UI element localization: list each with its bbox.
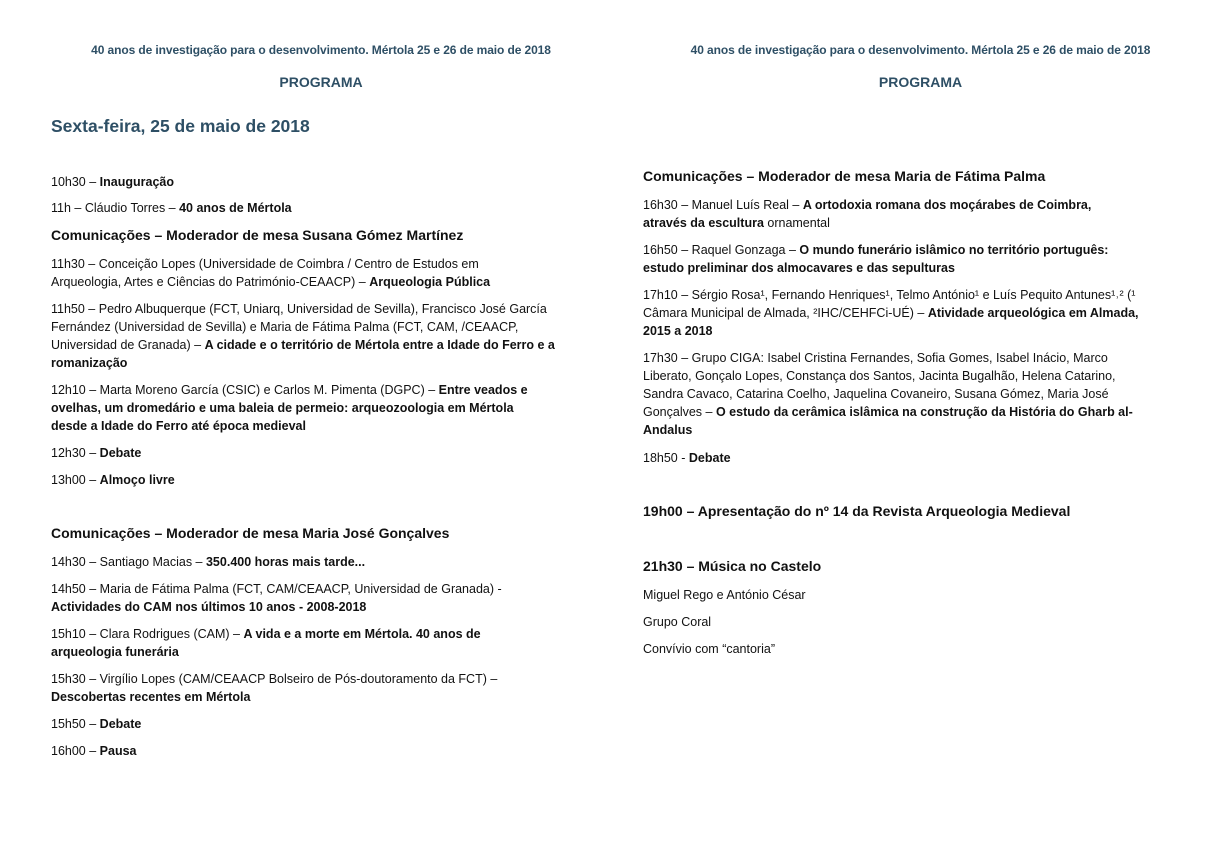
program-item: 17h30 – Grupo CIGA: Isabel Cristina Fernandes, Sofia Gomes, Isabel Inácio, Marco Liberato, Gonçalo Lopes, Constança dos Santos, Jacinta Bugalhão, Helena Catarino, Sandra Cavaco, Catarina Coelho, Jaquelina Covaneiro, Susana Gómez, Maria José Gonçalves – O estudo da cerâmica islâmica na construção da História do Gharb al-Andalus <box>643 351 1133 437</box>
day-title: Sexta-feira, 25 de maio de 2018 <box>51 116 310 136</box>
programa-label: PROGRAMA <box>279 74 363 90</box>
program-item: 10h30 – Inauguração <box>51 175 174 189</box>
left-page <box>51 0 611 844</box>
program-item: 11h30 – Conceição Lopes (Universidade de Coimbra / Centro de Estudos em Arqueologia, Artes e Ciências do Património-CEAACP) – Arqueologia Pública <box>51 257 491 289</box>
program-item: 14h50 – Maria de Fátima Palma (FCT, CAM/CEAACP, Universidad de Granada) - Actividades do CAM nos últimos 10 anos - 2008-2018 <box>51 582 502 614</box>
program-item: 15h50 – Debate <box>51 717 142 731</box>
right-page <box>643 0 1203 844</box>
program-item: 18h50 - Debate <box>643 451 731 465</box>
section-heading: 19h00 – Apresentação do nº 14 da Revista Arqueologia Medieval <box>643 503 1071 519</box>
program-item: 16h00 – Pausa <box>51 744 137 758</box>
program-item: 11h – Cláudio Torres – 40 anos de Mértola <box>51 201 292 215</box>
program-item: 16h50 – Raquel Gonzaga – O mundo funerário islâmico no território português: estudo preliminar dos almocavares e das sepulturas <box>643 243 1109 275</box>
program-item: 11h50 – Pedro Albuquerque (FCT, Uniarq, Universidad de Sevilla), Francisco José García Fernández (Universidad de Sevilla) e Maria de Fátima Palma (FCT, CAM, /CEAACP, Universidad de Granada) – A cidade e o território de Mértola entre a Idade do Ferro e a romanização <box>51 302 555 370</box>
programa-label: PROGRAMA <box>878 74 963 90</box>
page-header: 40 anos de investigação para o desenvolvimento. Mértola 25 e 26 de maio de 2018 <box>690 43 1151 57</box>
page-header: 40 anos de investigação para o desenvolvimento. Mértola 25 e 26 de maio de 2018 <box>91 43 551 57</box>
section-heading: Comunicações – Moderador de mesa Susana Gómez Martínez <box>51 227 464 243</box>
music-line: Convívio com “cantoria” <box>643 642 775 656</box>
music-line: Grupo Coral <box>643 615 712 629</box>
program-item: 16h30 – Manuel Luís Real – A ortodoxia romana dos moçárabes de Coimbra, através da escultura ornamental <box>643 198 1092 230</box>
section-heading: Comunicações – Moderador de mesa Maria José Gonçalves <box>51 525 450 541</box>
section-heading: 21h30 – Música no Castelo <box>643 558 822 574</box>
music-line: Miguel Rego e António César <box>643 588 806 602</box>
program-item: 13h00 – Almoço livre <box>51 473 175 487</box>
program-item: 17h10 – Sérgio Rosa¹, Fernando Henriques¹, Telmo António¹ e Luís Pequito Antunes¹˒² (¹ Câmara Municipal de Almada, ²IHC/CEHFCi-UÉ) – Atividade arqueológica em Almada, 2015 a 2018 <box>643 288 1139 338</box>
program-item: 12h10 – Marta Moreno García (CSIC) e Carlos M. Pimenta (DGPC) – Entre veados e ovelhas, um dromedário e uma baleia de permeio: arqueozoologia em Mértola desde a Idade do Ferro até época medieval <box>51 383 528 433</box>
program-item: 15h10 – Clara Rodrigues (CAM) – A vida e a morte em Mértola. 40 anos de arqueologia funerária <box>51 627 481 659</box>
program-item: 12h30 – Debate <box>51 446 142 460</box>
program-item: 14h30 – Santiago Macias – 350.400 horas mais tarde... <box>51 555 366 569</box>
program-item: 15h30 – Virgílio Lopes (CAM/CEAACP Bolseiro de Pós-doutoramento da FCT) – Descobertas recentes em Mértola <box>51 672 498 704</box>
section-heading: Comunicações – Moderador de mesa Maria de Fátima Palma <box>643 168 1046 184</box>
